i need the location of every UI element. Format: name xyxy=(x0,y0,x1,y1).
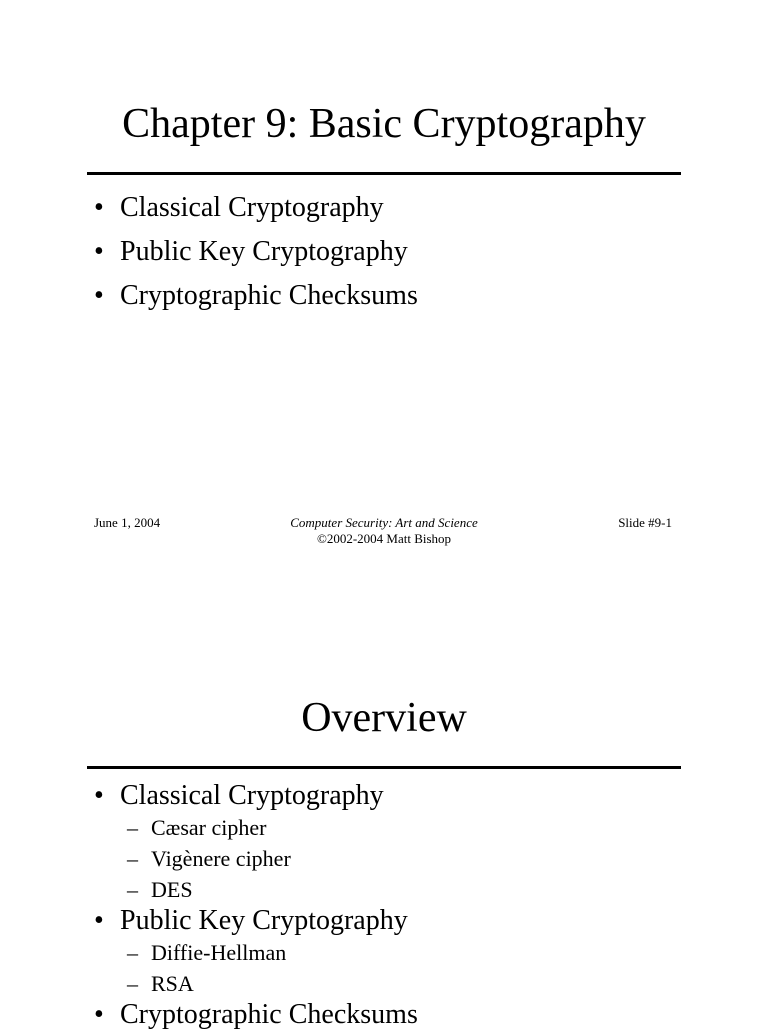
bullet-text: Cryptographic Checksums xyxy=(120,999,418,1030)
bullet-list xyxy=(0,780,768,1031)
bullet-item xyxy=(0,999,768,1031)
sub-bullet-text: DES xyxy=(151,877,193,902)
bullet-icon: • xyxy=(94,280,104,311)
bullet-item xyxy=(0,780,768,812)
sub-bullet-text: Diffie-Hellman xyxy=(151,940,287,965)
bullet-text: Classical Cryptography xyxy=(120,192,384,223)
sub-bullet-text: Cæsar cipher xyxy=(151,815,267,840)
dash-icon: – xyxy=(127,877,138,902)
dash-icon: – xyxy=(127,940,138,965)
sub-bullet-item xyxy=(0,812,768,843)
footer-book-title: Computer Security: Art and Science xyxy=(290,515,478,530)
footer-slide-number: Slide #9-1 xyxy=(618,515,672,530)
bullet-icon: • xyxy=(94,192,104,223)
bullet-item xyxy=(0,233,768,277)
bullet-item xyxy=(0,277,768,321)
dash-icon: – xyxy=(127,971,138,996)
bullet-text: Public Key Cryptography xyxy=(120,236,408,267)
bullet-item xyxy=(0,905,768,937)
title-divider xyxy=(87,172,681,175)
bullet-text: Classical Cryptography xyxy=(120,780,384,811)
dash-icon: – xyxy=(127,815,138,840)
sub-bullet-list xyxy=(0,812,768,905)
bullet-group xyxy=(0,905,768,999)
dash-icon: – xyxy=(127,846,138,871)
sub-bullet-item xyxy=(0,874,768,905)
bullet-icon: • xyxy=(94,236,104,267)
sub-bullet-text: Vigènere cipher xyxy=(151,846,291,871)
sub-bullet-item xyxy=(0,937,768,968)
slide-overview xyxy=(0,590,768,1030)
footer-date: June 1, 2004 xyxy=(94,515,161,530)
slide-title: Chapter 9: Basic Cryptography xyxy=(122,101,646,147)
bullet-icon: • xyxy=(94,999,104,1030)
bullet-item xyxy=(0,189,768,233)
sub-bullet-item xyxy=(0,843,768,874)
slide-title: Overview xyxy=(301,695,467,741)
bullet-group xyxy=(0,999,768,1031)
bullet-icon: • xyxy=(94,905,104,936)
sub-bullet-text: RSA xyxy=(151,971,194,996)
bullet-icon: • xyxy=(94,780,104,811)
bullet-group xyxy=(0,780,768,905)
bullet-list xyxy=(0,189,768,321)
bullet-text: Cryptographic Checksums xyxy=(120,280,418,311)
sub-bullet-item xyxy=(0,968,768,999)
sub-bullet-list xyxy=(0,937,768,999)
bullet-text: Public Key Cryptography xyxy=(120,905,408,936)
footer-copyright: ©2002-2004 Matt Bishop xyxy=(316,531,452,546)
title-divider xyxy=(87,766,681,769)
